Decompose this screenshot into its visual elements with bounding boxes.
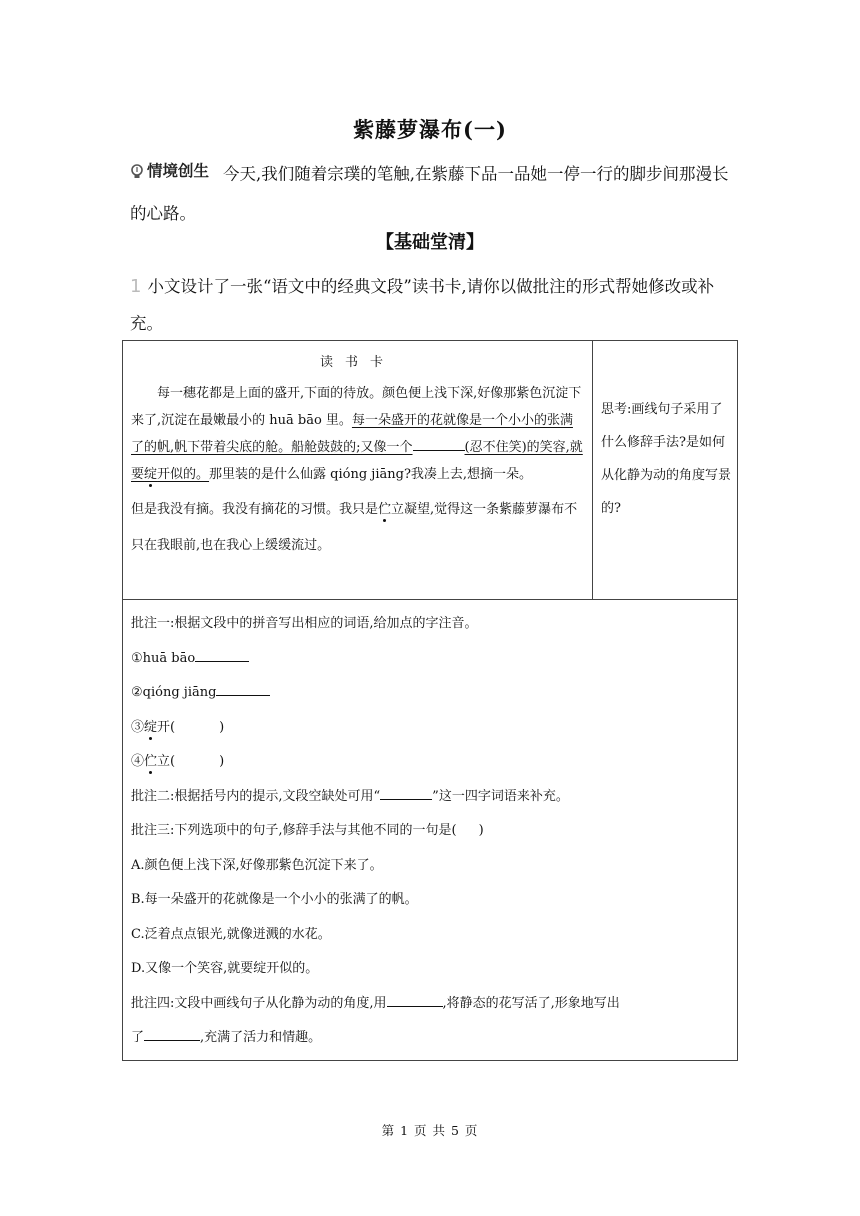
reading-card-table bbox=[122, 340, 738, 1061]
intro-text: 今天,我们随着宗璞的笔触,在紫藤下品一品她一停一行的脚步间那漫长的心路。 bbox=[130, 164, 729, 223]
note-3 bbox=[131, 819, 729, 854]
card-paragraph-2 bbox=[131, 492, 584, 564]
page-title: 紫藤萝瀑布(一) bbox=[353, 117, 507, 142]
note-1-item-4-text: 立( bbox=[157, 754, 176, 769]
answer-blank-2[interactable] bbox=[216, 683, 270, 696]
note-3-close: ) bbox=[478, 823, 484, 838]
lightbulb-icon bbox=[130, 164, 144, 180]
card-text-plain-2: 那里装的是什么仙露 qióng jiāng?我凑上去,想摘一朵。 bbox=[209, 467, 533, 482]
note-1-item-4 bbox=[131, 750, 729, 785]
intro-section bbox=[130, 152, 740, 233]
question-text: 小文设计了一张“语文中的经典文段”读书卡,请你以做批注的形式帮她修改或补充。 bbox=[130, 277, 715, 333]
option-b: B.每一朵盛开的花就像是一个小小的张满了的帆。 bbox=[131, 892, 418, 907]
note-2-text-a: 批注二:根据括号内的提示,文段空缺处可用“ bbox=[131, 788, 381, 804]
note-4-cont bbox=[131, 1026, 729, 1052]
note-4-text-b: ,将静态的花写活了,形象地写出 bbox=[442, 995, 620, 1011]
note-4 bbox=[131, 992, 729, 1027]
note-1-item-3 bbox=[131, 716, 729, 751]
note-1-item-1 bbox=[131, 647, 729, 682]
card-text-plain: 每一穗花都是上面的盛开,下面的待放。颜色便上浅下深,好像那紫色沉淀下来了,沉淀在最嫩最小的 huā bāo 里。 bbox=[131, 386, 582, 428]
answer-blank-note4b[interactable] bbox=[144, 1028, 200, 1041]
dotted-char-zhu: 伫 bbox=[378, 502, 392, 517]
note-3-text: 批注三:下列选项中的句子,修辞手法与其他不同的一句是( bbox=[131, 823, 457, 838]
note-2 bbox=[131, 785, 729, 820]
note-1-item-2 bbox=[131, 681, 729, 716]
intro-badge-label: 情境创生 bbox=[147, 162, 210, 180]
note-4-text-a: 批注四:文段中画线句子从化静为动的角度,用 bbox=[131, 995, 387, 1011]
dotted-char-zhan-2: 绽 bbox=[144, 719, 158, 735]
underlined-sentence-2b: 开似的。 bbox=[157, 467, 210, 482]
note-1: 批注一:根据文段中的拼音写出相应的词语,给加点的字注音。 bbox=[131, 616, 478, 631]
note-4-text-c: 了 bbox=[131, 1030, 145, 1045]
answer-blank-1[interactable] bbox=[195, 649, 249, 662]
close-paren-4: ) bbox=[219, 754, 225, 769]
close-paren-3: ) bbox=[219, 719, 225, 735]
card-text-p2b: 立凝望,觉得这一条紫藤萝瀑布不只在我眼前,也在我心上缓缓流过。 bbox=[131, 502, 578, 553]
notes-cell bbox=[123, 600, 738, 1061]
question-1 bbox=[130, 268, 740, 342]
note-1-item-1-label: ①huā bāo bbox=[131, 650, 196, 666]
question-number: 1 bbox=[130, 276, 142, 297]
note-1-item-4-num: ④ bbox=[131, 754, 145, 769]
card-blank bbox=[413, 438, 465, 451]
intro-badge bbox=[130, 152, 209, 191]
option-d: D.又像一个笑容,就要绽开似的。 bbox=[131, 961, 319, 976]
note-1-item-3-text: 开( bbox=[157, 719, 176, 735]
answer-blank-note2[interactable] bbox=[380, 787, 432, 800]
note-2-text-b: ”这一四字词语来补充。 bbox=[432, 788, 569, 804]
underlined-sentence: 每一朵盛开的花就像是一个小小的张满了的帆,帆下带着尖底的舱。船舱鼓鼓的;又像一个 bbox=[131, 413, 573, 455]
underlined-sentence-2a: (忍不住笑)的笑容,就要 bbox=[131, 440, 583, 482]
card-title: 读书卡 bbox=[319, 355, 395, 370]
page-footer: 第 1 页 共 5 页 bbox=[381, 1123, 479, 1138]
note-1-item-2-label: ②qióng jiāng bbox=[131, 685, 217, 700]
card-paragraph-1 bbox=[131, 380, 584, 488]
reading-card-text-cell bbox=[123, 341, 593, 600]
note-1-item-3-num: ③ bbox=[131, 719, 145, 735]
option-c: C.泛着点点银光,就像迸溅的水花。 bbox=[131, 926, 331, 942]
card-text-p2a: 但是我没有摘。我没有摘花的习惯。我只是 bbox=[131, 502, 379, 517]
dotted-char-zhu-2: 伫 bbox=[144, 754, 158, 769]
note-4-text-d: ,充满了活力和情趣。 bbox=[200, 1030, 322, 1045]
dotted-char-zhan: 绽 bbox=[144, 467, 158, 482]
think-cell: 思考:画线句子采用了什么修辞手法?是如何从化静为动的角度写景的? bbox=[593, 341, 738, 600]
option-a: A.颜色便上浅下深,好像那紫色沉淀下来了。 bbox=[131, 857, 383, 873]
answer-blank-note4a[interactable] bbox=[387, 994, 443, 1007]
section-heading: 【基础堂清】 bbox=[376, 232, 484, 253]
